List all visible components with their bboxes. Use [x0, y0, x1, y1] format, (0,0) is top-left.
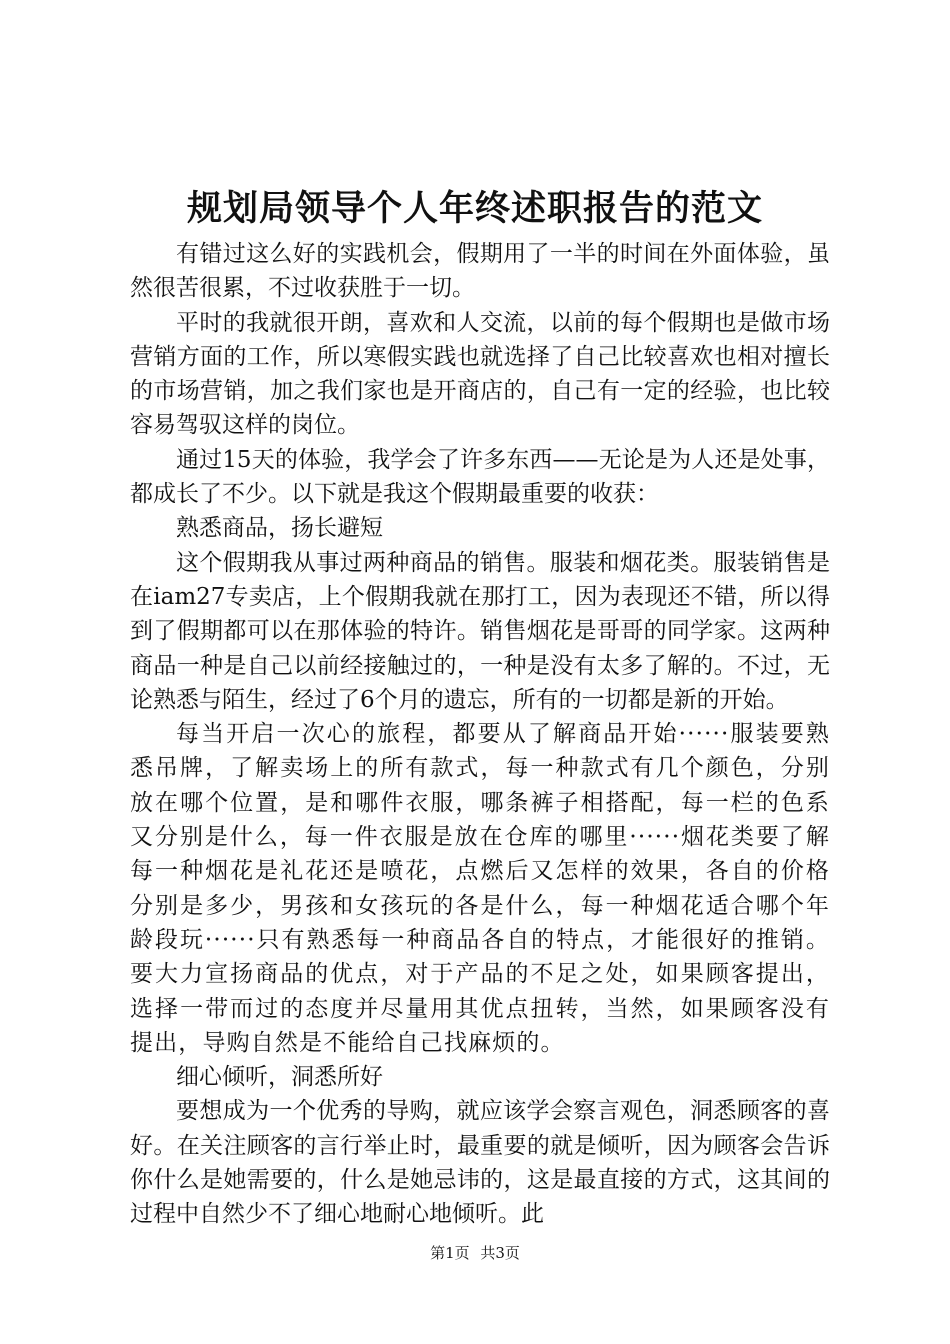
section-heading-1: 熟悉商品，扬长避短	[176, 515, 383, 542]
document-title: 规划局领导个人年终述职报告的范文	[186, 189, 763, 229]
document-body	[130, 237, 830, 1232]
paragraph-1: 有错过这么好的实践机会，假期用了一半的时间在外面体验，虽然很苦很累，不过收获胜于一切。	[130, 241, 830, 302]
page-total: 共3页	[480, 1244, 520, 1262]
paragraph-4: 这个假期我从事过两种商品的销售。服装和烟花类。服装销售是在iam27专卖店，上个假期我就在那打工，因为表现还不错，所以得到了假期都可以在那体验的特许。销售烟花是哥哥的同学家。这两种商品一种是自己以前经接触过的，一种是没有太多了解的。不过，无论熟悉与陌生，经过了6个月的遗忘，所有的一切都是新的开始。	[130, 549, 830, 713]
page-footer	[0, 1243, 950, 1263]
paragraph-6: 要想成为一个优秀的导购，就应该学会察言观色，洞悉顾客的喜好。在关注顾客的言行举止时，最重要的就是倾听，因为顾客会告诉你什么是她需要的，什么是她忌讳的，这是最直接的方式，这其间的过程中自然少不了细心地耐心地倾听。此	[130, 1098, 830, 1228]
paragraph-2: 平时的我就很开朗，喜欢和人交流，以前的每个假期也是做市场营销方面的工作，所以寒假实践也就选择了自己比较喜欢也相对擅长的市场营销，加之我们家也是开商店的，自己有一定的经验，也比较容易驾驭这样的岗位。	[130, 309, 830, 439]
paragraph-3: 通过15天的体验，我学会了许多东西——无论是为人还是处事，都成长了不少。以下就是我这个假期最重要的收获：	[130, 446, 830, 508]
section-heading-2: 细心倾听，洞悉所好	[176, 1064, 383, 1091]
paragraph-5: 每当开启一次心的旅程，都要从了解商品开始······服装要熟悉吊牌，了解卖场上的所有款式，每一种款式有几个颜色，分别放在哪个位置，是和哪件衣服，哪条裤子相搭配，每一栏的色系又分别是什么，每一件衣服是放在仓库的哪里······烟花类要了解每一种烟花是礼花还是喷花，点燃后又怎样的效果，各自的价格分别是多少，男孩和女孩玩的各是什么，每一种烟花适合哪个年龄段玩······只有熟悉每一种商品各自的特点，才能很好的推销。要大力宣扬商品的优点，对于产品的不足之处，如果顾客提出，选择一带而过的态度并尽量用其优点扭转，当然，如果顾客没有提出，导购自然是不能给自己找麻烦的。	[130, 721, 830, 1056]
page-number: 第1页	[430, 1244, 470, 1262]
